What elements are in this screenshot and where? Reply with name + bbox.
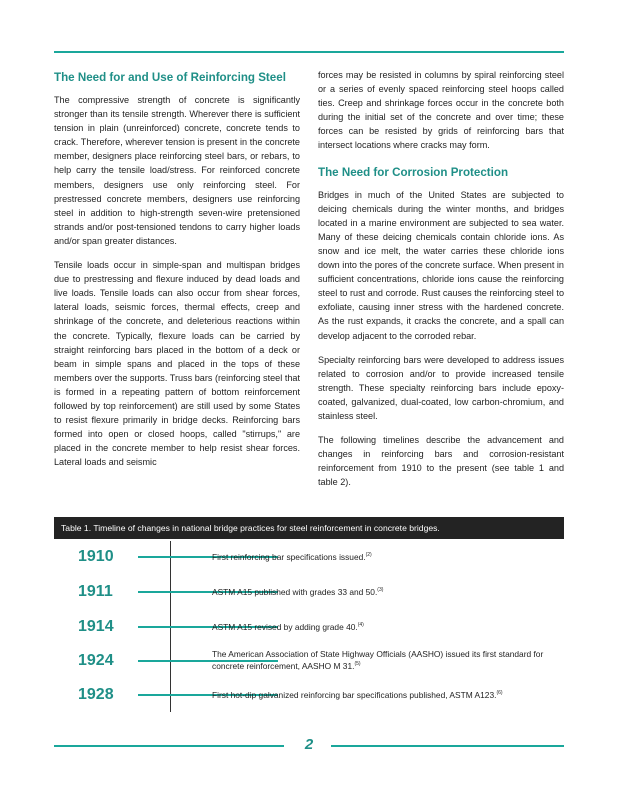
timeline-text: First reinforcing bar specifications issued.$^{(2)}$	[212, 552, 372, 562]
paragraph: The following timelines describe the advancement and changes in reinforcing bars and corrosion-resistant reinforcement from 1910 to the present (see table 1 and table 2).	[318, 435, 564, 488]
timeline-year: 1914	[78, 618, 114, 635]
table-caption-banner: Table 1. Timeline of changes in national bridge practices for steel reinforcement in concrete bridges.	[54, 517, 564, 539]
page-number: 2	[304, 736, 314, 753]
timeline-year: 1928	[78, 686, 114, 703]
timeline-year: 1910	[78, 548, 114, 565]
section-heading-corrosion-protection: The Need for Corrosion Protection	[318, 165, 509, 179]
paragraph: Tensile loads occur in simple-span and multispan bridges due to prestressing and flexure induced by dead loads and live loads. Tensile loads can also occur from shear forces, lateral loads, seismic forces, thermal effects, creep and shrinkage of the concrete, and deleterious reactions within the concrete. Typically, flexure loads can be carried by straight reinforcing bars placed in the bottom of a deck or beam in simple spans and placed in the tops of these members over the supports. Truss bars (reinforcing steel that is formed in a repeating pattern of bottom reinforcement followed by top reinforcement) are still used by some States to resist flexure primarily in bridge decks. Reinforcing bars formed into open or closed hoops, called "stirrups," are placed in the concrete member to help resist shear forces. Lateral loads and seismic	[54, 260, 300, 468]
timeline-year: 1911	[78, 583, 113, 600]
top-rule	[54, 51, 564, 53]
footer-rule-left	[54, 745, 284, 747]
timeline-text: ASTM A15 published with grades 33 and 50.$^{(3)}$	[212, 587, 384, 597]
timeline-text: First hot-dip galvanized reinforcing bar specifications published, ASTM A123.$^{(6)}$	[212, 690, 503, 700]
timeline-text: The American Association of State Highway Officials (AASHO) issued its first standard for concrete reinforcement, AASHO M 31.$^{(5)}$	[212, 649, 544, 671]
left-column	[54, 68, 300, 479]
section-heading-reinforcing-steel: The Need for and Use of Reinforcing Steel	[54, 71, 286, 84]
paragraph: Bridges in much of the United States are subjected to deicing chemicals during the winter months, and bridges located in a marine environment are subjected to sea water. Many of these deicing chemicals contain chloride ions. As snow and ice melt, the water carries these chloride ions down into the pores of the concrete surface. When present in sufficient concentrations, chloride ions cause the reinforcing steel to rust and corrode. Rust causes the reinforcing steel to exfoliate, causing inner stress with the hardened concrete. As the rust expands, it cracks the concrete, and a spall can develop adjacent to the corroded rebar.	[318, 189, 564, 341]
timeline-text: ASTM A15 revised by adding grade 40.$^{(4)}$	[212, 622, 364, 632]
right-column	[318, 68, 564, 499]
footer-rule-right	[331, 745, 564, 747]
paragraph: Specialty reinforcing bars were developed to address issues related to corrosion and/or to provide increased tensile strength. These specialty reinforcing bars include epoxy-coated, galvanized, dual-coated, low carbon-chromium, and stainless steel.	[318, 354, 564, 421]
timeline-year: 1924	[78, 652, 114, 669]
paragraph: forces may be resisted in columns by spiral reinforcing steel or a series of evenly spaced reinforcing steel hoops called ties. Creep and shrinkage forces occur in the concrete both during the initial set of the concrete and over time; these forces can be resisted by grids of reinforcing bars that intersect locations where cracks may form.	[318, 70, 564, 151]
paragraph: The compressive strength of concrete is significantly stronger than its tensile strength. Wherever there is sufficient tension in plain (unreinforced) concrete, concrete tends to crack. Therefore, wherever tension is present in the concrete member, designers place reinforcing steel bars, or rebars, to help carry the tensile load/stress. For reinforced concrete members, designers use only reinforcing steel. For prestressed concrete members, designers use reinforcing steel in addition to high-strength seven-wire pretensioned strands and/or post-tensioned tendons to carry higher loads and/or span greater distances.	[54, 95, 300, 246]
